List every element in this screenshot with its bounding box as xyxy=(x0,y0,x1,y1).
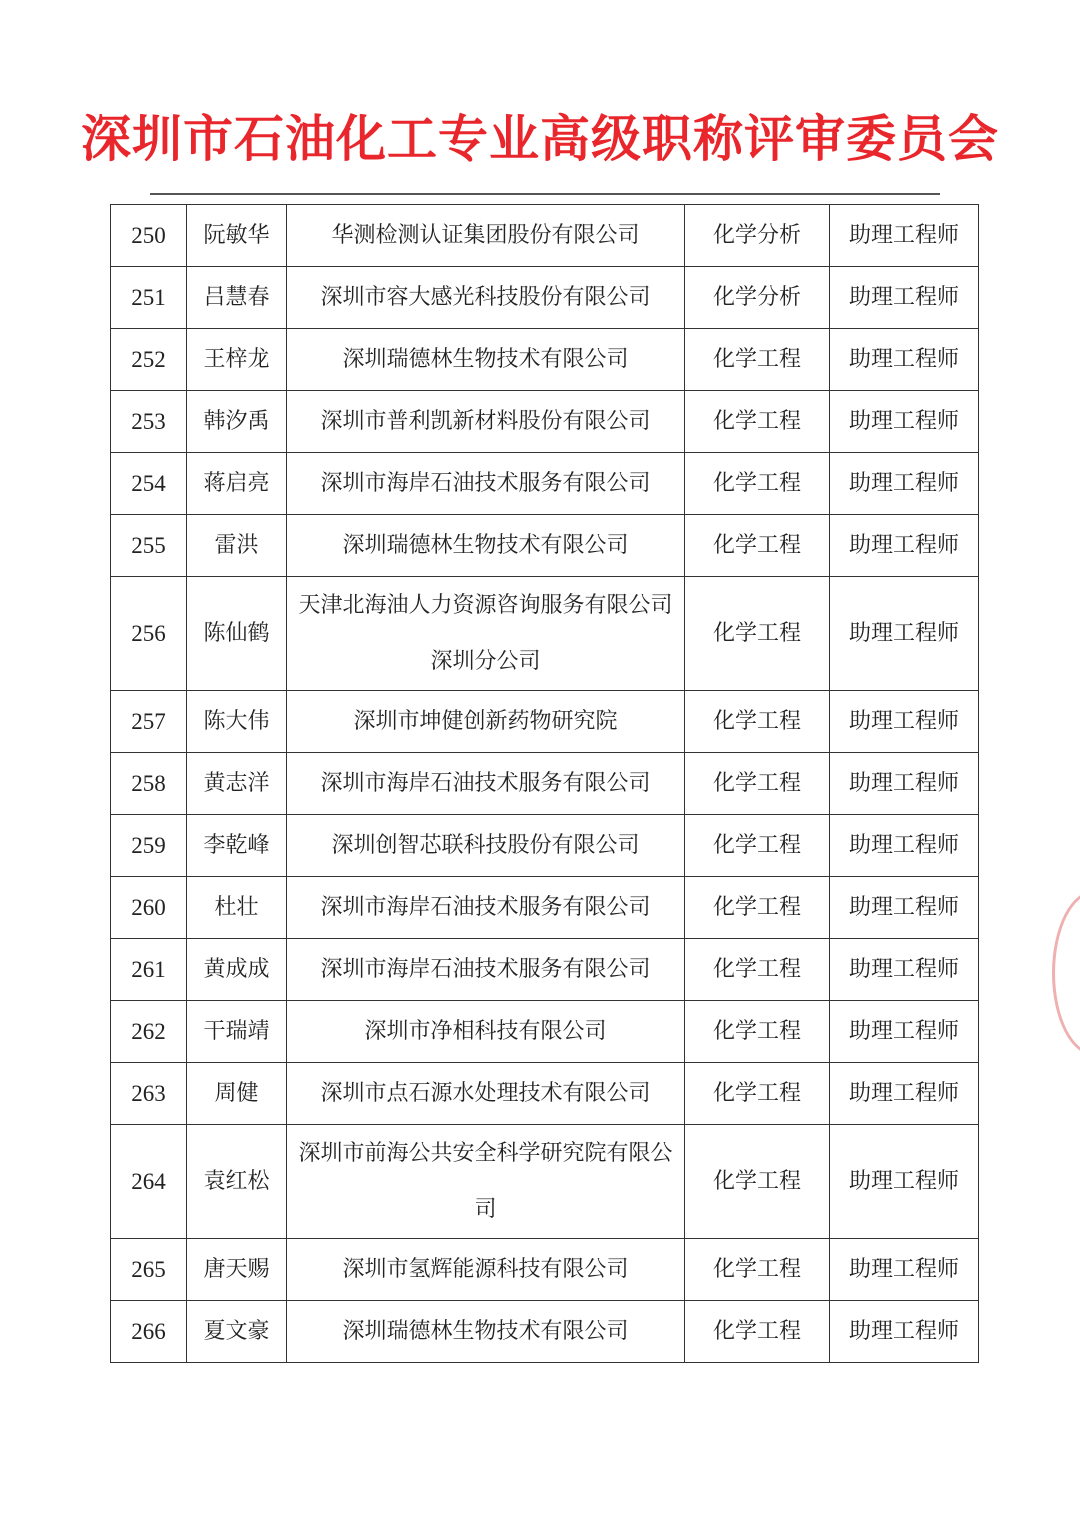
company-cell: 深圳瑞德林生物技术有限公司 xyxy=(287,515,685,577)
roster-table-body xyxy=(111,205,979,1363)
name-cell: 韩汐禹 xyxy=(187,391,287,453)
name-cell: 王梓龙 xyxy=(187,329,287,391)
company-cell: 深圳瑞德林生物技术有限公司 xyxy=(287,1301,685,1363)
row-number-cell: 266 xyxy=(111,1301,187,1363)
company-cell: 天津北海油人力资源咨询服务有限公司深圳分公司 xyxy=(287,577,685,691)
table-row xyxy=(111,1239,979,1301)
title-cell: 助理工程师 xyxy=(830,877,979,939)
company-cell: 深圳市海岸石油技术服务有限公司 xyxy=(287,753,685,815)
company-cell: 深圳市净相科技有限公司 xyxy=(287,1001,685,1063)
official-seal xyxy=(1052,890,1080,1056)
row-number-cell: 255 xyxy=(111,515,187,577)
table-row xyxy=(111,453,979,515)
name-cell: 陈仙鹤 xyxy=(187,577,287,691)
row-number-cell: 260 xyxy=(111,877,187,939)
row-number-cell: 265 xyxy=(111,1239,187,1301)
specialty-cell: 化学分析 xyxy=(685,267,830,329)
name-cell: 李乾峰 xyxy=(187,815,287,877)
specialty-cell: 化学工程 xyxy=(685,1239,830,1301)
company-cell: 深圳市点石源水处理技术有限公司 xyxy=(287,1063,685,1125)
company-cell: 深圳市海岸石油技术服务有限公司 xyxy=(287,453,685,515)
specialty-cell: 化学工程 xyxy=(685,939,830,1001)
table-row xyxy=(111,1063,979,1125)
title-cell: 助理工程师 xyxy=(830,753,979,815)
title-cell: 助理工程师 xyxy=(830,577,979,691)
row-number-cell: 252 xyxy=(111,329,187,391)
row-number-cell: 261 xyxy=(111,939,187,1001)
title-cell: 助理工程师 xyxy=(830,939,979,1001)
roster-table xyxy=(110,204,979,1363)
title-cell: 助理工程师 xyxy=(830,1239,979,1301)
name-cell: 吕慧春 xyxy=(187,267,287,329)
company-cell: 深圳创智芯联科技股份有限公司 xyxy=(287,815,685,877)
row-number-cell: 263 xyxy=(111,1063,187,1125)
title-cell: 助理工程师 xyxy=(830,391,979,453)
name-cell: 唐天赐 xyxy=(187,1239,287,1301)
table-row xyxy=(111,877,979,939)
row-number-cell: 256 xyxy=(111,577,187,691)
specialty-cell: 化学工程 xyxy=(685,877,830,939)
name-cell: 蒋启亮 xyxy=(187,453,287,515)
title-cell: 助理工程师 xyxy=(830,515,979,577)
name-cell: 干瑞靖 xyxy=(187,1001,287,1063)
table-row xyxy=(111,577,979,691)
company-cell: 华测检测认证集团股份有限公司 xyxy=(287,205,685,267)
specialty-cell: 化学工程 xyxy=(685,391,830,453)
specialty-cell: 化学工程 xyxy=(685,329,830,391)
table-row xyxy=(111,753,979,815)
table-row xyxy=(111,205,979,267)
company-cell: 深圳市海岸石油技术服务有限公司 xyxy=(287,877,685,939)
row-number-cell: 264 xyxy=(111,1125,187,1239)
row-number-cell: 251 xyxy=(111,267,187,329)
title-cell: 助理工程师 xyxy=(830,1301,979,1363)
name-cell: 雷洪 xyxy=(187,515,287,577)
page-title: 深圳市石油化工专业高级职称评审委员会 xyxy=(81,109,999,168)
header-divider xyxy=(150,193,940,195)
row-number-cell: 257 xyxy=(111,691,187,753)
specialty-cell: 化学工程 xyxy=(685,453,830,515)
name-cell: 周健 xyxy=(187,1063,287,1125)
title-cell: 助理工程师 xyxy=(830,205,979,267)
specialty-cell: 化学工程 xyxy=(685,753,830,815)
name-cell: 黄志洋 xyxy=(187,753,287,815)
table-row xyxy=(111,1125,979,1239)
specialty-cell: 化学工程 xyxy=(685,1063,830,1125)
row-number-cell: 253 xyxy=(111,391,187,453)
specialty-cell: 化学工程 xyxy=(685,515,830,577)
company-cell: 深圳市容大感光科技股份有限公司 xyxy=(287,267,685,329)
company-cell: 深圳市坤健创新药物研究院 xyxy=(287,691,685,753)
specialty-cell: 化学分析 xyxy=(685,205,830,267)
company-cell: 深圳市普利凯新材料股份有限公司 xyxy=(287,391,685,453)
row-number-cell: 258 xyxy=(111,753,187,815)
table-row xyxy=(111,329,979,391)
title-cell: 助理工程师 xyxy=(830,453,979,515)
title-cell: 助理工程师 xyxy=(830,1063,979,1125)
row-number-cell: 250 xyxy=(111,205,187,267)
title-cell: 助理工程师 xyxy=(830,1125,979,1239)
table-row xyxy=(111,1001,979,1063)
specialty-cell: 化学工程 xyxy=(685,815,830,877)
name-cell: 黄成成 xyxy=(187,939,287,1001)
title-cell: 助理工程师 xyxy=(830,691,979,753)
specialty-cell: 化学工程 xyxy=(685,577,830,691)
name-cell: 陈大伟 xyxy=(187,691,287,753)
specialty-cell: 化学工程 xyxy=(685,1301,830,1363)
table-row xyxy=(111,515,979,577)
company-cell: 深圳市海岸石油技术服务有限公司 xyxy=(287,939,685,1001)
row-number-cell: 262 xyxy=(111,1001,187,1063)
title-cell: 助理工程师 xyxy=(830,329,979,391)
specialty-cell: 化学工程 xyxy=(685,1001,830,1063)
company-cell: 深圳市前海公共安全科学研究院有限公司 xyxy=(287,1125,685,1239)
title-cell: 助理工程师 xyxy=(830,1001,979,1063)
name-cell: 阮敏华 xyxy=(187,205,287,267)
row-number-cell: 254 xyxy=(111,453,187,515)
table-row xyxy=(111,815,979,877)
company-cell: 深圳市氢辉能源科技有限公司 xyxy=(287,1239,685,1301)
table-row xyxy=(111,691,979,753)
company-cell: 深圳瑞德林生物技术有限公司 xyxy=(287,329,685,391)
table-row xyxy=(111,939,979,1001)
name-cell: 袁红松 xyxy=(187,1125,287,1239)
table-row xyxy=(111,391,979,453)
title-cell: 助理工程师 xyxy=(830,267,979,329)
title-cell: 助理工程师 xyxy=(830,815,979,877)
specialty-cell: 化学工程 xyxy=(685,1125,830,1239)
table-row xyxy=(111,267,979,329)
name-cell: 杜壮 xyxy=(187,877,287,939)
table-row xyxy=(111,1301,979,1363)
name-cell: 夏文豪 xyxy=(187,1301,287,1363)
row-number-cell: 259 xyxy=(111,815,187,877)
specialty-cell: 化学工程 xyxy=(685,691,830,753)
